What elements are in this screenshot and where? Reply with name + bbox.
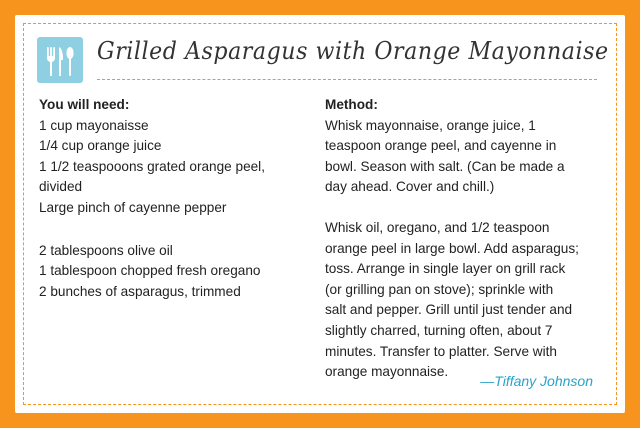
method-line: minutes. Transfer to platter. Serve with xyxy=(325,343,557,359)
recipe-title: Grilled Asparagus with Orange Mayonnaise xyxy=(97,37,609,65)
method-line: (or grilling pan on stove); sprinkle with xyxy=(325,281,554,297)
method-line: orange mayonnaise. xyxy=(325,364,449,380)
method-line: bowl. Season with salt. (Can be made a xyxy=(325,158,565,174)
ingredient-line: 2 tablespoons olive oil xyxy=(39,242,173,258)
ingredients-heading: You will need: xyxy=(39,97,130,112)
utensils-icon xyxy=(37,37,83,83)
ingredient-line: 1 tablespoon chopped fresh oregano xyxy=(39,263,261,279)
method-line: Whisk oil, oregano, and 1/2 teaspoon xyxy=(325,219,550,235)
method-heading: Method: xyxy=(325,97,378,112)
ingredient-line: Large pinch of cayenne pepper xyxy=(39,199,227,215)
ingredient-line: 2 bunches of asparagus, trimmed xyxy=(39,283,241,299)
ingredient-line: divided xyxy=(39,179,83,195)
method-line: day ahead. Cover and chill.) xyxy=(325,179,495,195)
method-line: orange peel in large bowl. Add asparagus; xyxy=(325,240,579,256)
method-line: slightly charred, turning often, about 7 xyxy=(325,322,553,338)
ingredient-line: 1/4 cup orange juice xyxy=(39,138,162,154)
recipe-card xyxy=(15,15,625,413)
ingredient-line: 1 1/2 teaspooons grated orange peel, xyxy=(39,158,265,174)
method-column xyxy=(325,95,610,383)
author-signature: —Tiffany Johnson xyxy=(480,373,593,389)
ingredient-line: 1 cup mayonaisse xyxy=(39,117,149,133)
method-line: toss. Arrange in single layer on grill rack xyxy=(325,261,566,277)
method-line: Whisk mayonnaise, orange juice, 1 xyxy=(325,117,536,133)
method-line: teaspoon orange peel, and cayenne in xyxy=(325,138,557,154)
ingredients-column xyxy=(39,95,329,302)
method-line: salt and pepper. Grill until just tender and xyxy=(325,302,573,318)
title-divider xyxy=(97,79,597,81)
